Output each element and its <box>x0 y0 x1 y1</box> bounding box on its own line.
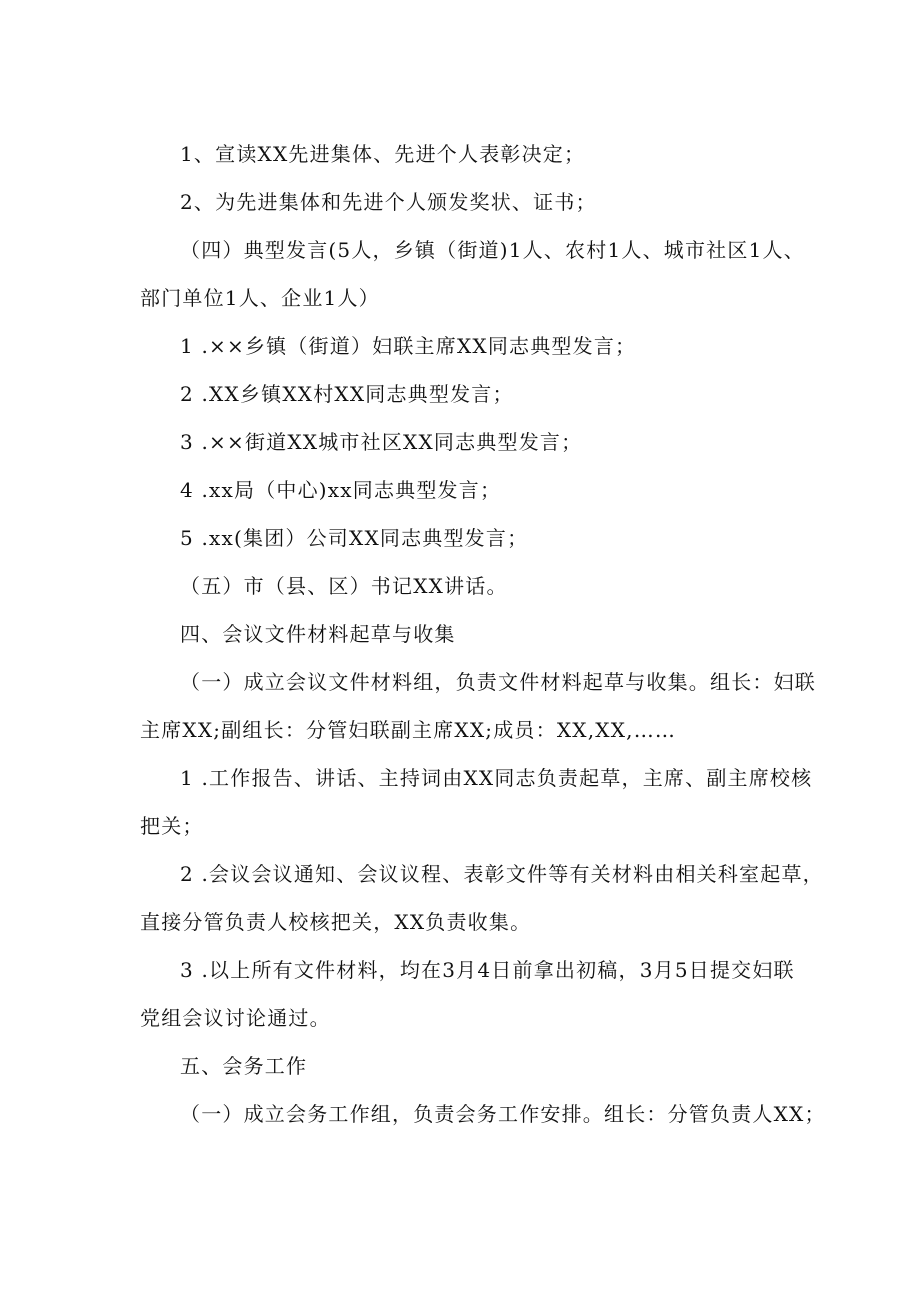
text-line: 3 .××街道XX城市社区XX同志典型发言； <box>180 430 583 454</box>
text-line: 党组会议讨论通过。 <box>140 1006 331 1030</box>
text-line: 5 .xx(集团）公司XX同志典型发言； <box>180 526 529 550</box>
text-line: 直接分管负责人校核把关，XX负责收集。 <box>140 910 532 934</box>
text-line: 部门单位1人、企业1人） <box>140 286 380 310</box>
section-heading: 五、会务工作 <box>180 1054 308 1078</box>
text-line: 2 .XX乡镇XX村XX同志典型发言； <box>180 382 514 406</box>
text-line: 1、宣读XX先进集体、先进个人表彰决定； <box>180 142 586 166</box>
section-heading: 四、会议文件材料起草与收集 <box>180 622 456 646</box>
text-line: 2 .会议会议通知、会议议程、表彰文件等有关材料由相关科室起草， <box>180 862 824 886</box>
text-line: 把关； <box>140 814 204 838</box>
text-line: 主席XX;副组长：分管妇联副主席XX;成员：XX,XX,…… <box>140 718 677 742</box>
text-line: （一）成立会议文件材料组，负责文件材料起草与收集。组长：妇联 <box>180 670 816 694</box>
text-line: 2、为先进集体和先进个人颁发奖状、证书； <box>180 190 597 214</box>
text-line: 3 .以上所有文件材料，均在3月4日前拿出初稿，3月5日提交妇联 <box>180 958 795 982</box>
text-line: （四）典型发言(5人，乡镇（街道)1人、农村1人、城市社区1人、 <box>180 238 805 262</box>
text-line: 1 .××乡镇（街道）妇联主席XX同志典型发言； <box>180 334 637 358</box>
text-line: 1 .工作报告、讲话、主持词由XX同志负责起草，主席、副主席校核 <box>180 766 813 790</box>
text-line: （五）市（县、区）书记XX讲话。 <box>180 574 508 598</box>
text-line: （一）成立会务工作组，负责会务工作安排。组长：分管负责人XX； <box>180 1102 826 1126</box>
text-line: 4 .xx局（中心)xx同志典型发言； <box>180 478 502 502</box>
